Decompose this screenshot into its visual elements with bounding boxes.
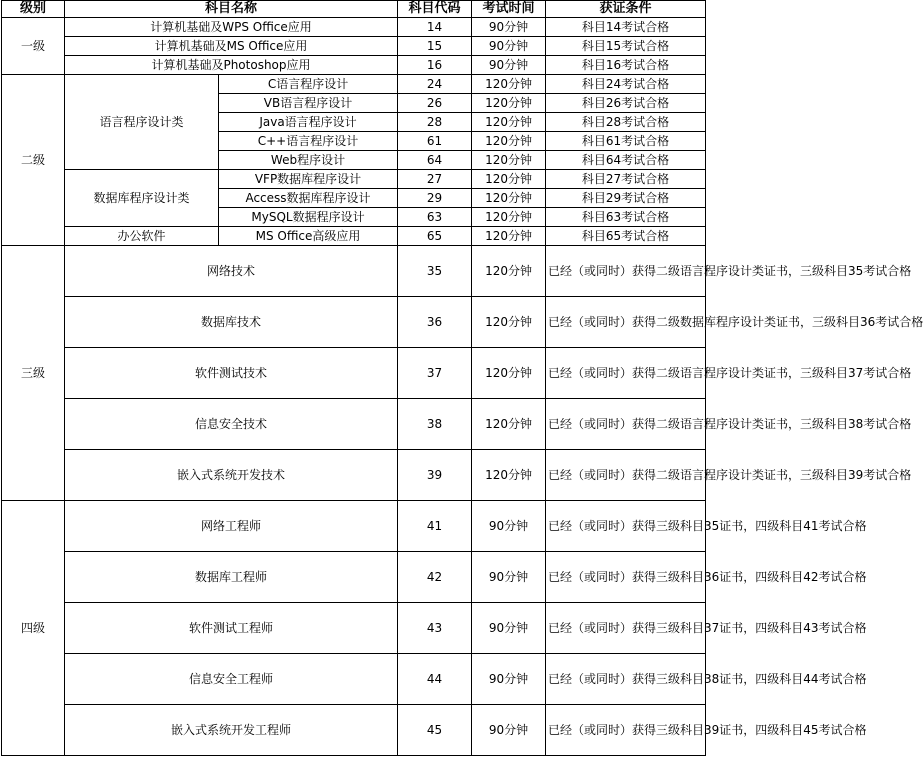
table-row	[2, 654, 706, 705]
exam-subject-table	[1, 0, 923, 756]
table-row	[2, 227, 706, 246]
subject-name: MySQL数据程序设计	[219, 208, 398, 227]
certificate-condition: 科目28考试合格	[546, 113, 706, 132]
exam-time: 120分钟	[472, 246, 546, 297]
certificate-condition: 科目29考试合格	[546, 189, 706, 208]
exam-time: 90分钟	[472, 37, 546, 56]
certificate-condition: 科目16考试合格	[546, 56, 706, 75]
category-cell: 办公软件	[65, 227, 219, 246]
table-row	[2, 603, 706, 654]
exam-time: 120分钟	[472, 113, 546, 132]
certificate-condition: 已经（或同时）获得三级科目36证书，四级科目42考试合格	[546, 552, 706, 603]
subject-name: 计算机基础及Photoshop应用	[65, 56, 398, 75]
certificate-condition: 已经（或同时）获得二级数据库程序设计类证书，三级科目36考试合格	[546, 297, 706, 348]
certificate-condition: 科目14考试合格	[546, 18, 706, 37]
category-cell: 语言程序设计类	[65, 75, 219, 170]
table-row	[2, 501, 706, 552]
subject-code: 43	[398, 603, 472, 654]
exam-time: 90分钟	[472, 552, 546, 603]
exam-time: 90分钟	[472, 56, 546, 75]
exam-time: 120分钟	[472, 132, 546, 151]
header-exam-time: 考试时间	[472, 1, 546, 18]
subject-name: VFP数据库程序设计	[219, 170, 398, 189]
certificate-condition: 已经（或同时）获得二级语言程序设计类证书，三级科目39考试合格	[546, 450, 706, 501]
subject-name: 数据库工程师	[65, 552, 398, 603]
exam-time: 120分钟	[472, 170, 546, 189]
subject-code: 61	[398, 132, 472, 151]
subject-code: 16	[398, 56, 472, 75]
exam-time: 120分钟	[472, 75, 546, 94]
certificate-condition: 已经（或同时）获得三级科目37证书，四级科目43考试合格	[546, 603, 706, 654]
subject-name: 信息安全技术	[65, 399, 398, 450]
level-cell: 三级	[2, 246, 65, 501]
certificate-condition: 已经（或同时）获得三级科目39证书，四级科目45考试合格	[546, 705, 706, 756]
table-row	[2, 18, 706, 37]
certificate-condition: 科目26考试合格	[546, 94, 706, 113]
subject-code: 26	[398, 94, 472, 113]
exam-time: 120分钟	[472, 227, 546, 246]
subject-code: 45	[398, 705, 472, 756]
header-certificate-condition: 获证条件	[546, 1, 706, 18]
certificate-condition: 科目24考试合格	[546, 75, 706, 94]
table-row	[2, 450, 706, 501]
subject-code: 44	[398, 654, 472, 705]
certificate-condition: 已经（或同时）获得二级语言程序设计类证书，三级科目38考试合格	[546, 399, 706, 450]
subject-code: 27	[398, 170, 472, 189]
subject-name: C++语言程序设计	[219, 132, 398, 151]
subject-name: VB语言程序设计	[219, 94, 398, 113]
subject-name: 嵌入式系统开发技术	[65, 450, 398, 501]
certificate-condition: 科目61考试合格	[546, 132, 706, 151]
exam-time: 90分钟	[472, 501, 546, 552]
subject-code: 39	[398, 450, 472, 501]
subject-code: 29	[398, 189, 472, 208]
certificate-condition: 已经（或同时）获得三级科目35证书，四级科目41考试合格	[546, 501, 706, 552]
exam-time: 120分钟	[472, 189, 546, 208]
certificate-condition: 已经（或同时）获得三级科目38证书，四级科目44考试合格	[546, 654, 706, 705]
table-row	[2, 246, 706, 297]
exam-time: 120分钟	[472, 348, 546, 399]
subject-code: 42	[398, 552, 472, 603]
category-cell: 数据库程序设计类	[65, 170, 219, 227]
table-row	[2, 75, 706, 94]
subject-name: Web程序设计	[219, 151, 398, 170]
subject-name: 信息安全工程师	[65, 654, 398, 705]
subject-code: 24	[398, 75, 472, 94]
certificate-condition: 已经（或同时）获得二级语言程序设计类证书，三级科目35考试合格	[546, 246, 706, 297]
level-cell: 四级	[2, 501, 65, 756]
table-row	[2, 37, 706, 56]
subject-name: 计算机基础及MS Office应用	[65, 37, 398, 56]
subject-name: 数据库技术	[65, 297, 398, 348]
subject-code: 65	[398, 227, 472, 246]
table-row	[2, 705, 706, 756]
subject-name: Access数据库程序设计	[219, 189, 398, 208]
table-row	[2, 170, 706, 189]
certificate-condition: 已经（或同时）获得二级语言程序设计类证书，三级科目37考试合格	[546, 348, 706, 399]
exam-time: 120分钟	[472, 151, 546, 170]
exam-time: 90分钟	[472, 654, 546, 705]
subject-code: 36	[398, 297, 472, 348]
table-row	[2, 552, 706, 603]
table-row	[2, 399, 706, 450]
table-row	[2, 348, 706, 399]
exam-time: 90分钟	[472, 18, 546, 37]
subject-code: 28	[398, 113, 472, 132]
certificate-condition: 科目64考试合格	[546, 151, 706, 170]
subject-name: 嵌入式系统开发工程师	[65, 705, 398, 756]
subject-name: C语言程序设计	[219, 75, 398, 94]
subject-code: 38	[398, 399, 472, 450]
level-cell: 二级	[2, 75, 65, 246]
header-level: 级别	[2, 1, 65, 18]
header-subject-name: 科目名称	[65, 1, 398, 18]
subject-code: 15	[398, 37, 472, 56]
subject-name: MS Office高级应用	[219, 227, 398, 246]
subject-code: 37	[398, 348, 472, 399]
subject-name: Java语言程序设计	[219, 113, 398, 132]
subject-name: 网络工程师	[65, 501, 398, 552]
subject-code: 63	[398, 208, 472, 227]
subject-name: 网络技术	[65, 246, 398, 297]
exam-time: 120分钟	[472, 208, 546, 227]
subject-name: 软件测试工程师	[65, 603, 398, 654]
certificate-condition: 科目15考试合格	[546, 37, 706, 56]
certificate-condition: 科目63考试合格	[546, 208, 706, 227]
certificate-condition: 科目27考试合格	[546, 170, 706, 189]
subject-name: 软件测试技术	[65, 348, 398, 399]
exam-time: 120分钟	[472, 297, 546, 348]
subject-code: 64	[398, 151, 472, 170]
header-row	[2, 1, 706, 18]
subject-code: 14	[398, 18, 472, 37]
exam-time: 90分钟	[472, 603, 546, 654]
table-row	[2, 297, 706, 348]
exam-time: 120分钟	[472, 399, 546, 450]
subject-code: 41	[398, 501, 472, 552]
exam-time: 120分钟	[472, 94, 546, 113]
header-subject-code: 科目代码	[398, 1, 472, 18]
subject-name: 计算机基础及WPS Office应用	[65, 18, 398, 37]
exam-time: 90分钟	[472, 705, 546, 756]
level-cell: 一级	[2, 18, 65, 75]
certificate-condition: 科目65考试合格	[546, 227, 706, 246]
subject-code: 35	[398, 246, 472, 297]
exam-time: 120分钟	[472, 450, 546, 501]
table-row	[2, 56, 706, 75]
